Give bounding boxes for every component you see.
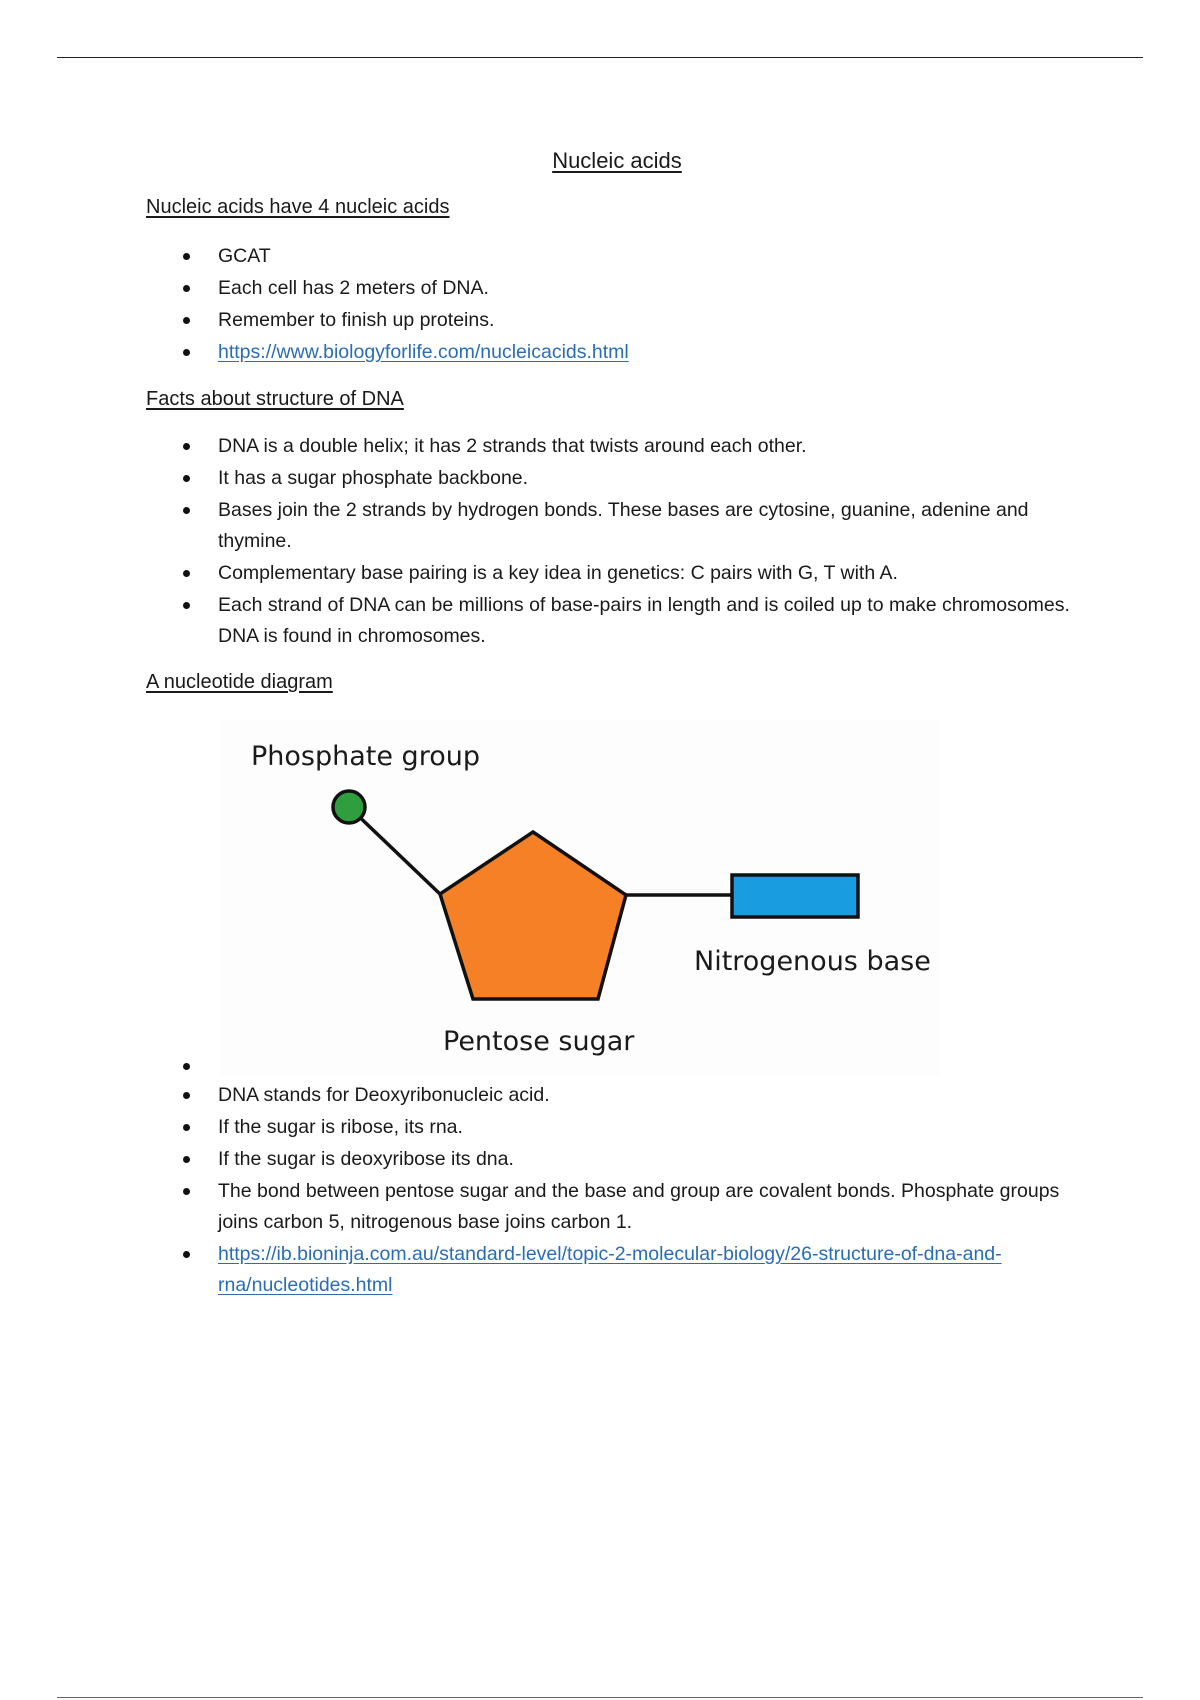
list-item: Complementary base pairing is a key idea in genetics: C pairs with G, T with A. [146, 558, 1096, 589]
list-item: The bond between pentose sugar and the base and group are covalent bonds. Phosphate groups joins carbon 5, nitrogenous base joins carbon 1. [146, 1176, 1096, 1238]
phosphate-group-circle [333, 791, 365, 823]
list-item: Bases join the 2 strands by hydrogen bonds. These bases are cytosine, guanine, adenine and thymine. [146, 495, 1096, 557]
footer-rule [57, 1697, 1143, 1698]
header-rule [57, 57, 1143, 58]
pentose-sugar-label: Pentose sugar [443, 1026, 635, 1057]
list-item [146, 1239, 1096, 1301]
section-heading-nucleotide-diagram: A nucleotide diagram [146, 671, 333, 693]
list-item: GCAT [146, 241, 1096, 272]
list-item-empty [146, 1054, 1096, 1079]
nucleic-acids-list [146, 241, 1096, 369]
dna-structure-list [146, 431, 1096, 653]
list-item: Each cell has 2 meters of DNA. [146, 273, 1096, 304]
nucleotide-diagram [220, 720, 940, 1075]
list-item: If the sugar is ribose, its rna. [146, 1112, 1096, 1143]
biologyforlife-link[interactable]: https://www.biologyforlife.com/nucleicacids.html [218, 341, 629, 363]
nitrogenous-base-rectangle [732, 875, 858, 917]
nucleotide-facts-list [146, 1054, 1096, 1302]
list-item: It has a sugar phosphate backbone. [146, 463, 1096, 494]
section-heading-dna-structure: Facts about structure of DNA [146, 388, 404, 410]
list-item: If the sugar is deoxyribose its dna. [146, 1144, 1096, 1175]
phosphate-bond-line [349, 807, 440, 894]
page-title: Nucleic acids [552, 148, 682, 173]
pentose-sugar-pentagon [440, 832, 626, 999]
list-item: Remember to finish up proteins. [146, 305, 1096, 336]
list-item: DNA stands for Deoxyribonucleic acid. [146, 1080, 1096, 1111]
phosphate-group-label: Phosphate group [251, 741, 480, 772]
bioninja-link[interactable]: https://ib.bioninja.com.au/standard-level/topic-2-molecular-biology/26-structure-of-dna-and-rna/nucleotides.html [218, 1243, 1002, 1296]
section-heading-nucleic-acids: Nucleic acids have 4 nucleic acids [146, 196, 450, 218]
list-item: DNA is a double helix; it has 2 strands that twists around each other. [146, 431, 1096, 462]
list-item [146, 337, 1096, 368]
nitrogenous-base-label: Nitrogenous base [694, 946, 931, 977]
list-item: Each strand of DNA can be millions of base-pairs in length and is coiled up to make chromosomes. DNA is found in chromosomes. [146, 590, 1096, 652]
nucleotide-diagram-svg [220, 720, 940, 1075]
